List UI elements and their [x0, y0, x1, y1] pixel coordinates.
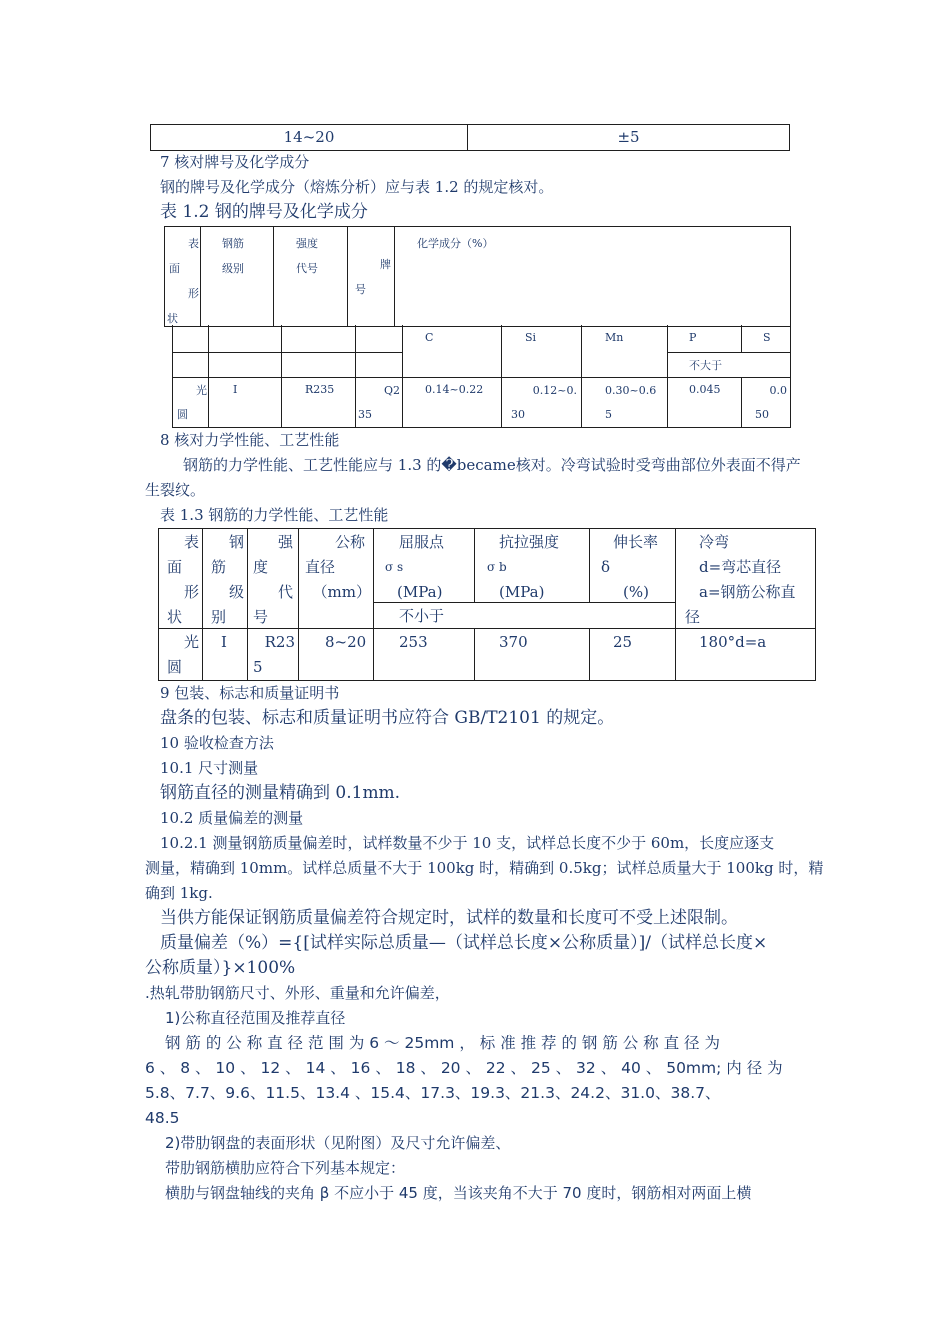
section-8-text-1: 钢筋的力学性能、工艺性能应与 1.3 的�became核对。冷弯试验时受弯曲部位外表面不得产 [183, 456, 801, 474]
h3-yield: 屈服点 σ s (MPa) [385, 533, 445, 601]
section-10-heading: 10 验收检查方法 [160, 734, 274, 752]
h3-elongation: 伸长率 δ (%) [601, 533, 659, 601]
item-2-line-1: 带肋钢筋横肋应符合下列基本规定： [165, 1159, 406, 1177]
h-c: C [425, 331, 434, 344]
item-1-line-3: 5.8、7.7、9.6、11.5、13.4 、15.4、17.3、19.3、21.3、24.2、31.0、38.7、 [145, 1084, 721, 1102]
r3-strength: R23 5 [253, 633, 295, 676]
section-10-2-heading: 10.2 质量偏差的测量 [160, 809, 304, 827]
h3-grade: 钢 筋 级 别 [211, 533, 244, 626]
section-7-text: 钢的牌号及化学成分（熔炼分析）应与表 1.2 的规定核对。 [160, 178, 554, 196]
h-si: Si [525, 331, 537, 344]
r-brand: Q2 35 [358, 384, 400, 421]
h-brand: 牌 号 [355, 258, 391, 296]
h-strength: 强度 代号 [296, 237, 318, 275]
r3-surface: 光 圆 [167, 633, 199, 676]
r-si: 0.12~0. 30 [511, 384, 577, 421]
h-mn: Mn [605, 331, 624, 344]
table-1-3-caption: 表 1.3 钢筋的力学性能、工艺性能 [160, 506, 389, 524]
section-8-heading: 8 核对力学性能、工艺性能 [160, 431, 340, 449]
h3-tensile: 抗拉强度 σ b (MPa) [487, 533, 560, 601]
item-2-line-2: 横肋与钢盘轴线的夹角 β 不应小于 45 度，当该夹角不大于 70 度时，钢筋相对两面上横 [165, 1184, 752, 1202]
item-1-line-1: 钢 筋 的 公 称 直 径 范 围 为 6 ～ 25mm ， 标 准 推 荐 的 钢 筋 公 称 直 径 为 [165, 1034, 720, 1052]
h-chem: 化学成分（%） [417, 237, 494, 250]
r-surface: 光 圆 [177, 384, 207, 421]
r3-yield: 253 [399, 633, 428, 651]
h-grade: 钢筋 级别 [222, 237, 244, 275]
section-10-1-text: 钢筋直径的测量精确到 0.1mm. [160, 783, 401, 803]
section-8-text-2: 生裂纹。 [145, 481, 206, 499]
table-tolerance-tail [150, 124, 790, 151]
section-7-heading: 7 核对牌号及化学成分 [160, 153, 310, 171]
item-1-heading: 1)公称直径范围及推荐直径 [165, 1009, 346, 1027]
item-2-heading: 2)带肋钢盘的表面形状（见附图）及尺寸允许偏差、 [165, 1134, 511, 1152]
h-s: S [763, 331, 771, 344]
r3-elongation: 25 [613, 633, 633, 651]
section-9-text: 盘条的包装、标志和质量证明书应符合 GB/T2101 的规定。 [160, 708, 615, 728]
r3-diameter: 8~20 [325, 633, 367, 651]
h-limit: 不大于 [689, 359, 722, 372]
h3-min: 不小于 [399, 607, 445, 625]
table-1-2-body [172, 325, 791, 428]
h3-diameter: 公称 直径 （mm） [305, 533, 371, 601]
cell-tolerance: ±5 [468, 125, 790, 151]
table-1-2-header [164, 226, 791, 327]
formula-line-1: 质量偏差（%）={[试样实际总质量—（试样总长度×公称质量）]/（试样总长度× [160, 933, 768, 953]
r3-bend: 180°d=a [699, 633, 767, 651]
section-10-2-1-line-2: 测量，精确到 10mm。试样总质量不大于 100kg 时，精确到 0.5kg；试样总质量大于 100kg 时，精 [145, 859, 824, 877]
section-10-2-1-line-3: 确到 1kg. [145, 884, 213, 902]
formula-line-2: 公称质量）}×100% [145, 958, 296, 978]
h-surface: 表 面 形 状 [167, 237, 199, 325]
r-s: 0.0 50 [755, 384, 787, 421]
r-strength: R235 [305, 383, 335, 396]
r3-tensile: 370 [499, 633, 528, 651]
r-c: 0.14~0.22 [425, 383, 484, 396]
cell-range: 14~20 [151, 125, 468, 151]
section-10-2-1-line-1: 10.2.1 测量钢筋质量偏差时，试样数量不少于 10 支，试样总长度不少于 60m，长度应逐支 [160, 834, 775, 852]
r-p: 0.045 [689, 383, 721, 396]
h3-strength: 强 度 代 号 [253, 533, 293, 626]
section-10-1-heading: 10.1 尺寸测量 [160, 759, 259, 777]
h3-bend: 冷弯 d=弯芯直径 a=钢筋公称直 径 [685, 533, 796, 626]
h3-surface: 表 面 形 状 [167, 533, 199, 626]
r-grade: I [233, 383, 238, 396]
hot-rolled-heading: .热轧带肋钢筋尺寸、外形、重量和允许偏差， [145, 984, 450, 1002]
h-p: P [689, 331, 697, 344]
section-9-heading: 9 包装、标志和质量证明书 [160, 684, 340, 702]
item-1-line-4: 48.5 [145, 1109, 180, 1127]
table-1-3 [158, 528, 816, 681]
table-1-2-caption: 表 1.2 钢的牌号及化学成分 [160, 202, 368, 222]
r-mn: 0.30~0.6 5 [605, 384, 657, 421]
r3-grade: I [221, 633, 227, 651]
supply-text: 当供方能保证钢筋质量偏差符合规定时，试样的数量和长度可不受上述限制。 [160, 908, 738, 928]
item-1-line-2: 6 、 8 、 10 、 12 、 14 、 16 、 18 、 20 、 22 、 25 、 32 、 40 、 50mm; 内 径 为 [145, 1059, 783, 1077]
